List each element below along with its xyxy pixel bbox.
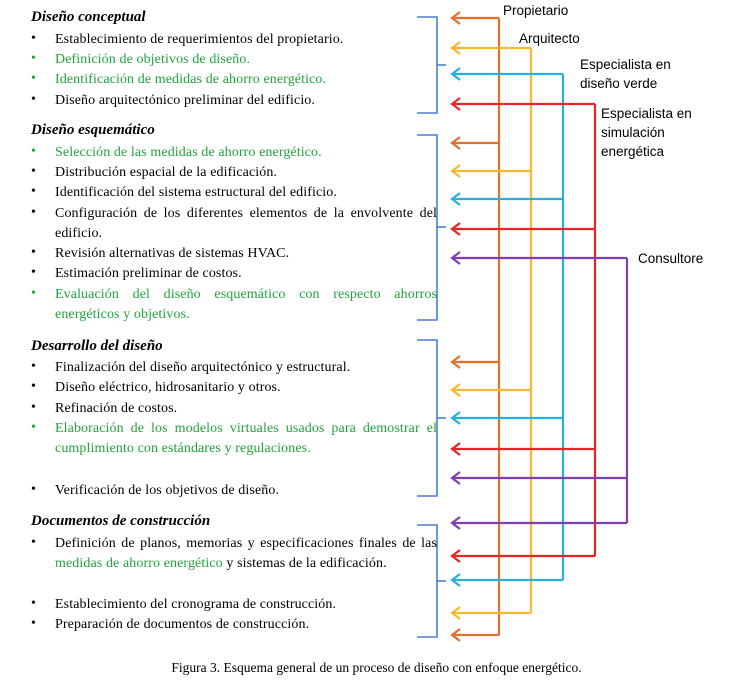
bullet: • [31, 31, 36, 46]
phase4-item3: Preparación de documentos de construcción. [55, 617, 310, 632]
line-arquitecto [452, 42, 531, 619]
phase2-item4: Configuración de los diferentes elementos de la envolvente del edificio. [55, 206, 437, 241]
bullet: • [31, 482, 36, 497]
bullet: • [31, 379, 36, 394]
bullet: • [31, 144, 36, 159]
phase-title-documentos: Documentos de construcción [31, 513, 211, 529]
phase4-item1 [55, 534, 437, 573]
phase2-item6: Estimación preliminar de costos. [55, 266, 242, 281]
role-simulacion: Especialista en simulación energética [601, 106, 692, 159]
phase1-item3: Identificación de medidas de ahorro energético. [55, 72, 327, 87]
bullet: • [31, 596, 36, 611]
role-propietario: Propietario [503, 3, 569, 18]
phase4-item1-text-after: y sistemas de la edificación. [222, 555, 387, 571]
phase2-item5: Revisión alternativas de sistemas HVAC. [55, 246, 290, 261]
bullet: • [31, 71, 36, 86]
phase3-item2: Diseño eléctrico, hidrosanitario y otros. [55, 380, 281, 395]
phase-title-esquematico: Diseño esquemático [31, 122, 155, 138]
phase4-item2: Establecimiento del cronograma de construcción. [55, 597, 337, 612]
bullet: • [31, 245, 36, 260]
role-arquitecto: Arquitecto [519, 31, 580, 46]
bullet: • [31, 535, 36, 550]
phase4-item1-text-green: medidas de ahorro energético [55, 555, 223, 571]
line-propietario [452, 12, 499, 641]
bullet: • [31, 420, 36, 435]
phase1-item2: Definición de objetivos de diseño. [55, 52, 251, 67]
phase2-item1: Selección de las medidas de ahorro energético. [55, 145, 322, 160]
phase3-item1: Finalización del diseño arquitectónico y estructural. [55, 360, 351, 375]
phase1-item4: Diseño arquitectónico preliminar del edificio. [55, 93, 316, 108]
phase2-item7: Evaluación del diseño esquemático con respecto ahorros energéticos y objetivos. [55, 287, 437, 322]
bullet: • [31, 616, 36, 631]
bullet: • [31, 184, 36, 199]
phase-title-desarrollo: Desarrollo del diseño [31, 338, 163, 354]
bullet: • [31, 286, 36, 301]
bullet: • [31, 400, 36, 415]
bullet: • [31, 92, 36, 107]
bullet: • [31, 51, 36, 66]
figure-caption: Figura 3. Esquema general de un proceso de diseño con enfoque energético. [171, 660, 582, 675]
bullet: • [31, 359, 36, 374]
line-simulacion [452, 98, 595, 562]
bullet: • [31, 265, 36, 280]
phase2-item2: Distribución espacial de la edificación. [55, 165, 278, 180]
phase3-item5: Verificación de los objetivos de diseño. [55, 483, 280, 498]
phase3-item4: Elaboración de los modelos virtuales usados para demostrar el cumplimiento con estándares y regulaciones. [55, 421, 437, 456]
bullet: • [31, 164, 36, 179]
phase3-item3: Refinación de costos. [55, 401, 178, 416]
phase4-item1-text-before: Definición de planos, memorias y especificaciones finales de las [55, 536, 437, 551]
phase2-item3: Identificación del sistema estructural del edificio. [55, 185, 337, 200]
phase-title-conceptual: Diseño conceptual [31, 9, 146, 25]
role-disenio-verde: Especialista en diseño verde [580, 57, 671, 91]
bullet: • [31, 205, 36, 220]
phase1-item1: Establecimiento de requerimientos del propietario. [55, 32, 344, 47]
role-consultore: Consultore [638, 251, 704, 266]
line-disenio-verde [452, 68, 563, 586]
